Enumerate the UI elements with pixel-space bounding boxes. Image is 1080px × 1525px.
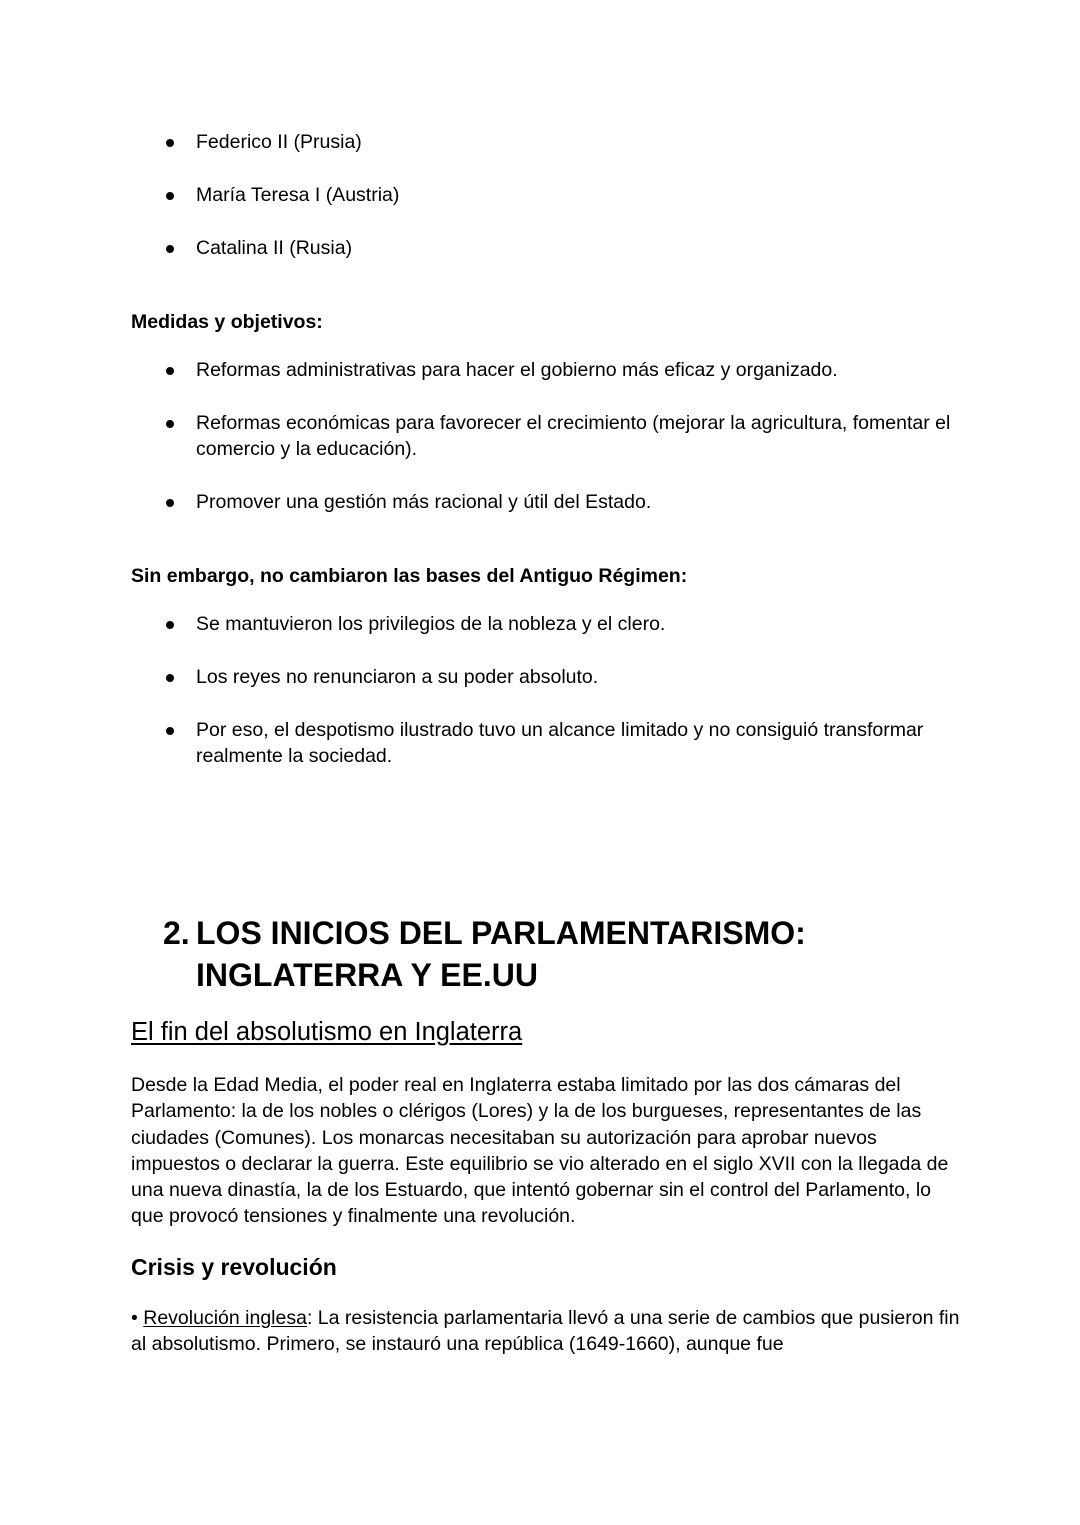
bullet-icon [166,420,174,428]
bullet-icon [166,192,174,200]
section-title-text: LOS INICIOS DEL PARLAMENTARISMO: INGLATERRA Y EE.UU [196,915,806,993]
list-item-text: Los reyes no renunciaron a su poder absoluto. [196,666,599,688]
list-item [163,182,963,208]
list-item-text: María Teresa I (Austria) [196,184,400,206]
sin-embargo-heading: Sin embargo, no cambiaron las bases del Antiguo Régimen: [131,565,688,587]
bullet-icon [166,621,174,629]
list-item [163,129,963,155]
list-item-text: Promover una gestión más racional y útil del Estado. [196,491,652,513]
subsection-title: El fin del absolutismo en Inglaterra [131,1018,523,1046]
crisis-heading: Crisis y revolución [131,1254,337,1280]
list-item-text: Reformas económicas para favorecer el crecimiento (mejorar la agricultura, fomentar el comercio y la educación). [196,412,951,460]
list-item-text: Por eso, el despotismo ilustrado tuvo un alcance limitado y no consiguió transformar realmente la sociedad. [196,719,924,767]
section-title [163,912,963,996]
bullet-icon: • [131,1307,138,1329]
bullet-icon [166,367,174,375]
list-item [163,664,963,690]
section-number: 2. [163,915,190,951]
list-item [163,410,963,462]
list-item [163,489,963,515]
body-paragraph: Desde la Edad Media, el poder real en Inglaterra estaba limitado por las dos cámaras del Parlamento: la de los nobles o clérigos (Lores) y la de los burgueses, representantes de las ciudades (Comunes). Los monarcas necesitaban su autorización para aprobar nuevos impuestos o declarar la guerra. Este equilibrio se vio alterado en el siglo XVII con la llegada de una nueva dinastía, la de los Estuardo, que intentó gobernar sin el control del Parlamento, lo que provocó tensiones y finalmente una revolución. [131,1074,949,1228]
list-item-text: Catalina II (Rusia) [196,237,353,259]
bullet-icon [166,245,174,253]
list-item-text: Federico II (Prusia) [196,131,362,153]
bullet-icon [166,499,174,507]
list-item [163,357,963,383]
medidas-heading: Medidas y objetivos: [131,311,323,333]
list-item [163,235,963,261]
medidas-list [163,357,963,542]
list-item [163,611,963,637]
list-item-text: Reformas administrativas para hacer el gobierno más eficaz y organizado. [196,359,838,381]
bullet-icon [166,727,174,735]
crisis-paragraph [131,1305,961,1358]
sin-embargo-list [163,611,963,796]
monarchs-list [163,129,963,288]
crisis-text: : La resistencia parlamentaria llevó a una serie de cambios que pusieron fin al absolutismo. Primero, se instauró una república (1649-1660), aunque fue [131,1307,960,1356]
bullet-icon [166,139,174,147]
revolucion-inglesa-term: Revolución inglesa [143,1307,307,1329]
list-item-text: Se mantuvieron los privilegios de la nobleza y el clero. [196,613,666,635]
list-item [163,717,963,769]
bullet-icon [166,674,174,682]
